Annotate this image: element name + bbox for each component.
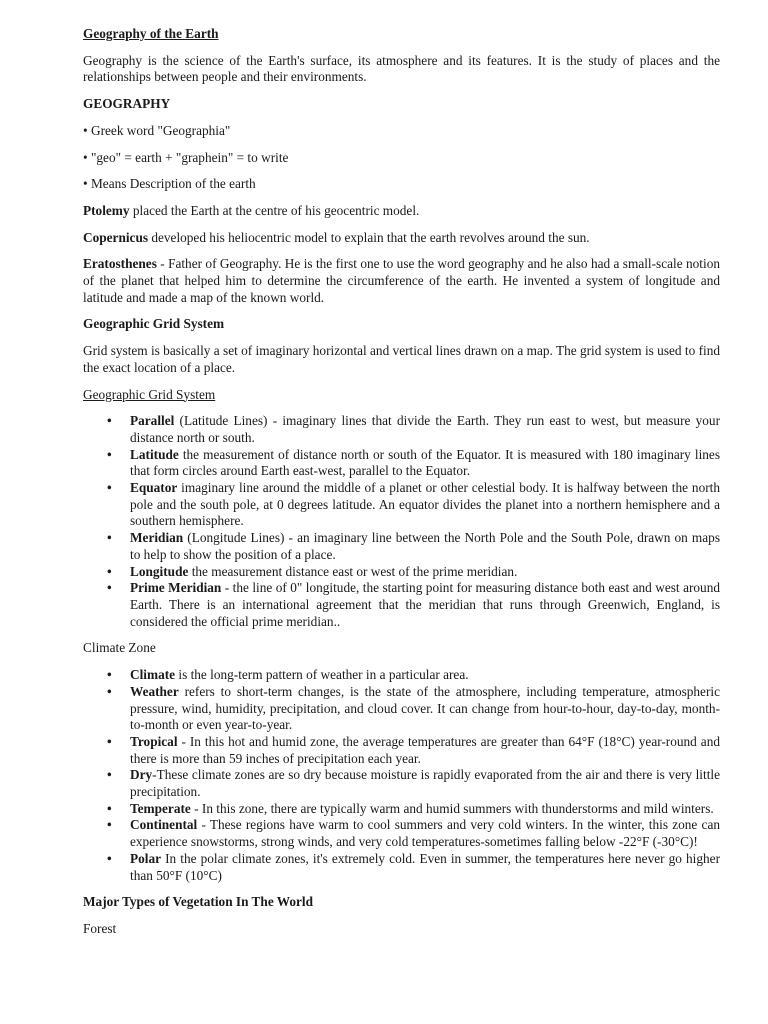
list-item <box>130 413 720 446</box>
term: Longitude <box>130 563 189 579</box>
document-content <box>83 26 720 948</box>
scientist-paragraph <box>83 203 720 220</box>
term: Climate <box>130 667 176 683</box>
scientist-text: placed the Earth at the centre of his geocentric model. <box>129 202 420 218</box>
term: Tropical <box>130 733 178 749</box>
list-item <box>130 817 720 850</box>
definition: In the polar climate zones, it's extremely cold. Even in summer, the temperatures here never go higher than 50°F (10°C) <box>130 850 720 883</box>
climate-heading: Climate Zone <box>83 640 156 656</box>
definition: (Latitude Lines) - imaginary lines that divide the Earth. They run east to west, but measure your distance north or south. <box>130 413 720 445</box>
scientist-name: Eratosthenes <box>83 256 157 272</box>
geography-heading: GEOGRAPHY <box>83 96 171 112</box>
scientist-paragraph <box>83 256 720 306</box>
term: Weather <box>130 683 179 699</box>
definition: - the line of 0" longitude, the starting point for measuring distance both east and west around Earth. There is an international agreement that the meridian that runs through Greenwich, England, is considered the official prime meridian.. <box>130 580 720 629</box>
climate-list <box>83 667 720 884</box>
intro-paragraph: Geography is the science of the Earth's surface, its atmosphere and its features. It is the study of places and the relationships between people and their environments. <box>83 52 720 85</box>
definition: refers to short-term changes, is the state of the atmosphere, including temperature, atmospheric pressure, wind, humidity, precipitation, and cloud cover. It can change from hour-to-hour, day-to-day, month-to-month or even year-to-year. <box>130 683 720 733</box>
term: Polar <box>130 850 162 866</box>
definition: - These regions have warm to cool summers and very cold winters. In the winter, this zone can experience snowstorms, strong winds, and very cold temperatures-sometimes falling below -22°F (-30°C)! <box>130 817 720 850</box>
term: Parallel <box>130 413 175 429</box>
term: Latitude <box>130 446 179 462</box>
grid-heading: Geographic Grid System <box>83 316 225 332</box>
grid-list <box>83 413 720 630</box>
list-item <box>130 734 720 767</box>
grid-paragraph: Grid system is basically a set of imaginary horizontal and vertical lines drawn on a map. The grid system is used to find the exact location of a place. <box>83 343 720 375</box>
list-item <box>130 851 720 884</box>
definition: - In this zone, there are typically warm and humid summers with thunderstorms and mild winters. <box>190 800 714 816</box>
list-item <box>130 684 720 734</box>
list-item <box>130 580 720 630</box>
vegetation-heading: Major Types of Vegetation In The World <box>83 894 314 910</box>
scientist-name: Ptolemy <box>83 202 130 218</box>
vegetation-item: Forest <box>83 920 117 936</box>
list-item <box>130 767 720 800</box>
definition: the measurement of distance north or south of the Equator. It is measured with 180 imaginary lines that form circles around Earth east-west, parallel to the Equator. <box>130 446 720 479</box>
list-item <box>130 564 720 581</box>
term: Temperate <box>130 800 191 816</box>
scientist-text: developed his heliocentric model to explain that the earth revolves around the sun. <box>148 229 590 245</box>
list-item <box>130 480 720 530</box>
list-item <box>130 530 720 563</box>
definition: - In this hot and humid zone, the average temperatures are greater than 64°F (18°C) year-round and there is more than 59 inches of precipitation each year. <box>130 733 720 766</box>
list-item <box>130 447 720 480</box>
geo-point: • "geo" = earth + "graphein" = to write <box>83 149 289 165</box>
geo-point: • Greek word "Geographia" <box>83 122 231 138</box>
scientist-paragraph <box>83 230 720 247</box>
geo-point: • Means Description of the earth <box>83 176 256 192</box>
definition: -These climate zones are so dry because moisture is rapidly evaporated from the air and there is very little precipitation. <box>130 767 720 800</box>
term: Dry <box>130 767 153 783</box>
term: Equator <box>130 480 178 496</box>
term: Prime Meridian <box>130 580 222 596</box>
scientist-name: Copernicus <box>83 229 149 245</box>
definition: (Longitude Lines) - an imaginary line between the North Pole and the South Pole, drawn on maps to help to show the position of a place. <box>130 530 720 562</box>
term: Meridian <box>130 530 184 546</box>
definition: the measurement distance east or west of the prime meridian. <box>188 563 518 579</box>
list-item <box>130 801 720 818</box>
list-item <box>130 667 720 684</box>
definition: is the long-term pattern of weather in a particular area. <box>175 667 469 683</box>
definition: imaginary line around the middle of a planet or other celestial body. It is halfway between the north pole and the south pole, at 0 degrees latitude. An equator divides the planet into a northern hemisphere and a southern hemisphere. <box>130 480 720 529</box>
term: Continental <box>130 817 198 833</box>
scientist-text: - Father of Geography. He is the first one to use the word geography and he also had a small-scale notion of the planet that helped him to determine the circumference of the earth. He invented a system of longitude and latitude and made a map of the known world. <box>83 256 720 305</box>
grid-subheading: Geographic Grid System <box>83 386 216 402</box>
page-title: Geography of the Earth <box>83 26 219 41</box>
